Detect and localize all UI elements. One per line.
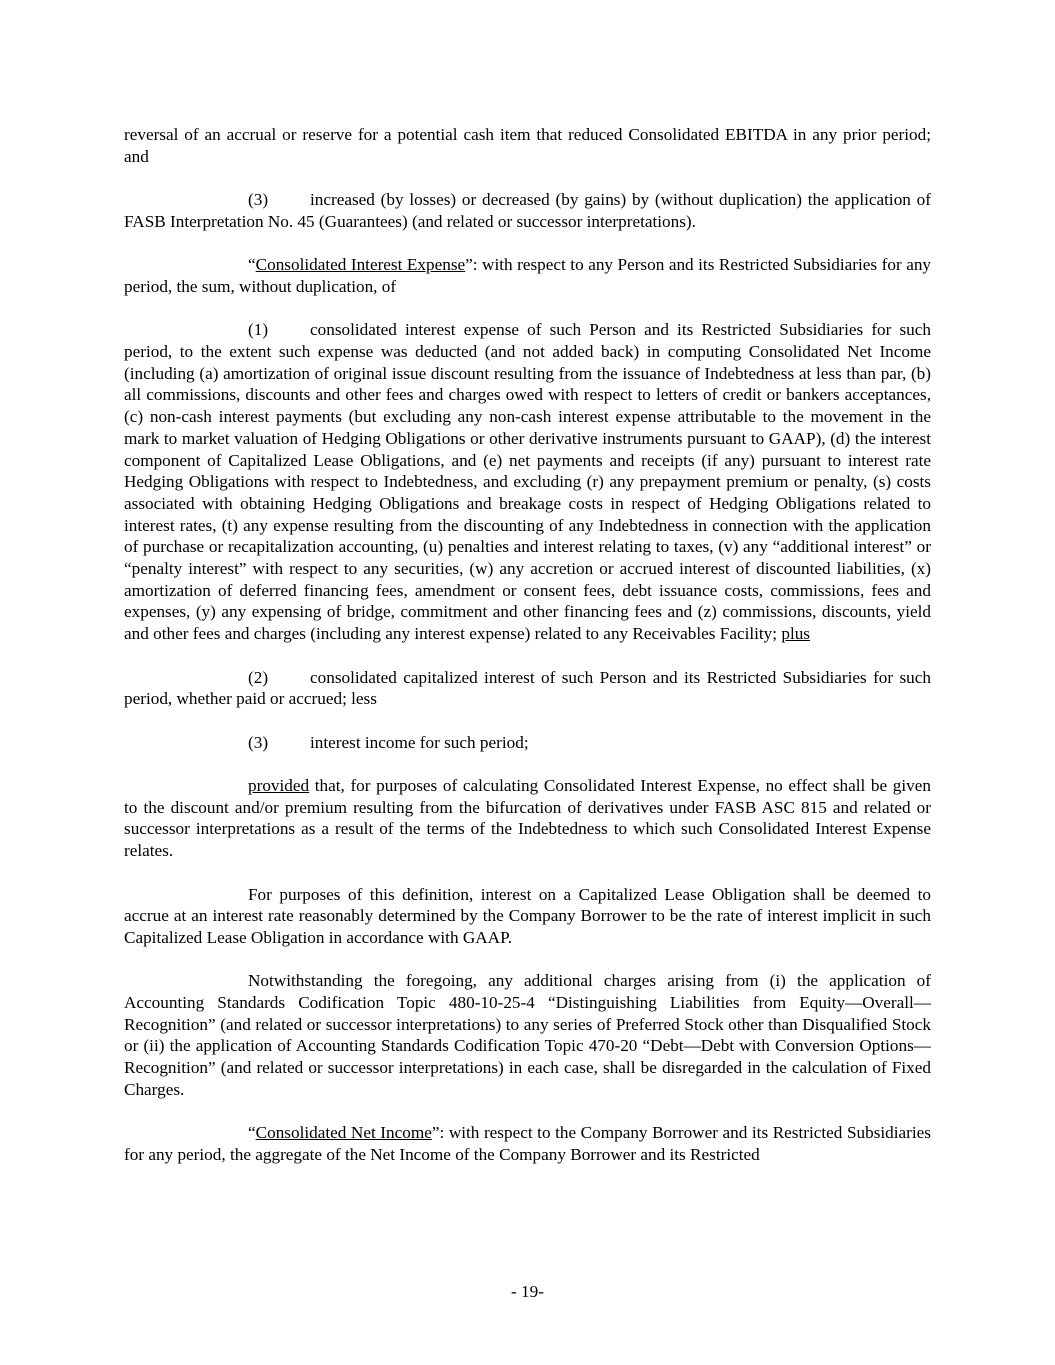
plus-term: plus — [781, 624, 810, 644]
paragraph-text: For purposes of this definition, interest on a Capitalized Lease Obligation shall be deemed to accrue at an interest rate reasonably determined by the Company Borrower to be the rate of interest implicit in such Capitalized Lease Obligation in accordance with GAAP. — [124, 884, 931, 947]
definition-text: ”: with respect to the Company Borrower and its Restricted Subsidiaries for any period, the aggregate of the Net Income of the Company Borrower and its Restricted — [124, 1123, 931, 1164]
defined-term: Consolidated Net Income — [255, 1123, 432, 1143]
provided-term: provided — [248, 776, 310, 795]
clause-number: (1) — [248, 320, 269, 340]
page-number: - 19- — [511, 1282, 544, 1301]
clause-text: increased (by losses) or decreased (by gains) by (without duplication) the application of FASB Interpretation No. 45 (Guarantees) (and related or successor interpretations). — [124, 190, 931, 231]
clause-3-fasb — [124, 189, 931, 232]
paragraph-text: reversal of an accrual or reserve for a potential cash item that reduced Consolidated EBITDA in any prior period; and — [124, 125, 931, 166]
capitalized-lease-paragraph — [124, 884, 931, 949]
clause-text: consolidated interest expense of such Person and its Restricted Subsidiaries for such period, to the extent such expense was deducted (and not added back) in computing Consolidated Net Income (including (a) amortization of original issue discount resulting from the issuance of Indebtedness at less than par, (b) all commissions, discounts and other fees and charges owed with respect to letters of credit or bankers acceptances, (c) non-cash interest payments (but excluding any non-cash interest expense attributable to the movement in the mark to market valuation of Hedging Obligations or other derivative instruments pursuant to GAAP), (d) the interest component of Capitalized Lease Obligations, and (e) net payments and receipts (if any) pursuant to interest rate Hedging Obligations with respect to Indebtedness, and excluding (r) any prepayment premium or penalty, (s) costs associated with obtaining Hedging Obligations and breakage costs in respect of Hedging Obligations related to interest rates, (t) any expense resulting from the discounting of any Indebtedness in connection with the application of purchase or recapitalization accounting, (u) penalties and interest relating to taxes, (v) any “additional interest” or “penalty interest” with respect to any securities, (w) any accretion or accrued interest of discounted liabilities, (x) amortization of deferred financing fees, amendment or consent fees, debt issuance costs, commissions, fees and expenses, (y) any expensing of bridge, commitment and other financing fees and (z) commissions, discounts, yield and other fees and charges (including any interest expense) related to any Receivables Facility; — [124, 320, 931, 644]
definition-consolidated-net-income — [124, 1122, 931, 1165]
proviso-paragraph — [124, 775, 931, 862]
clause-3-interest-income — [124, 732, 931, 754]
proviso-text: that, for purposes of calculating Consolidated Interest Expense, no effect shall be given to the discount and/or premium resulting from the bifurcation of derivatives under FASB ASC 815 and related or successor interpretations as a result of the terms of the Indebtedness to which such Consolidated Interest Expense relates. — [124, 776, 931, 861]
open-quote: “ — [248, 255, 256, 275]
clause-1-interest-expense — [124, 319, 931, 645]
clause-2-capitalized-interest — [124, 667, 931, 710]
clause-number: (2) — [248, 667, 269, 687]
open-quote: “ — [248, 1123, 256, 1143]
paragraph-continuation — [124, 124, 931, 167]
defined-term: Consolidated Interest Expense — [255, 255, 466, 275]
clause-text: consolidated capitalized interest of such Person and its Restricted Subsidiaries for such period, whether paid or accrued; less — [124, 667, 931, 709]
paragraph-text: Notwithstanding the foregoing, any additional charges arising from (i) the application of Accounting Standards Codification Topic 480-10-25-4 “Distinguishing Liabilities from Equity—Overall—Recognition” (and related or successor interpretations) to any series of Preferred Stock other than Disqualified Stock or (ii) the application of Accounting Standards Codification Topic 470-20 “Debt—Debt with Conversion Options—Recognition” (and related or successor interpretations) in each case, shall be disregarded in the calculation of Fixed Charges. — [124, 971, 931, 1099]
clause-text: interest income for such period; — [310, 732, 529, 752]
clause-number: (3) — [248, 190, 269, 210]
definition-consolidated-interest-expense — [124, 254, 931, 297]
clause-number: (3) — [248, 732, 269, 752]
notwithstanding-paragraph — [124, 970, 931, 1100]
definition-text: ”: with respect to any Person and its Restricted Subsidiaries for any period, the sum, without duplication, of — [124, 255, 932, 296]
